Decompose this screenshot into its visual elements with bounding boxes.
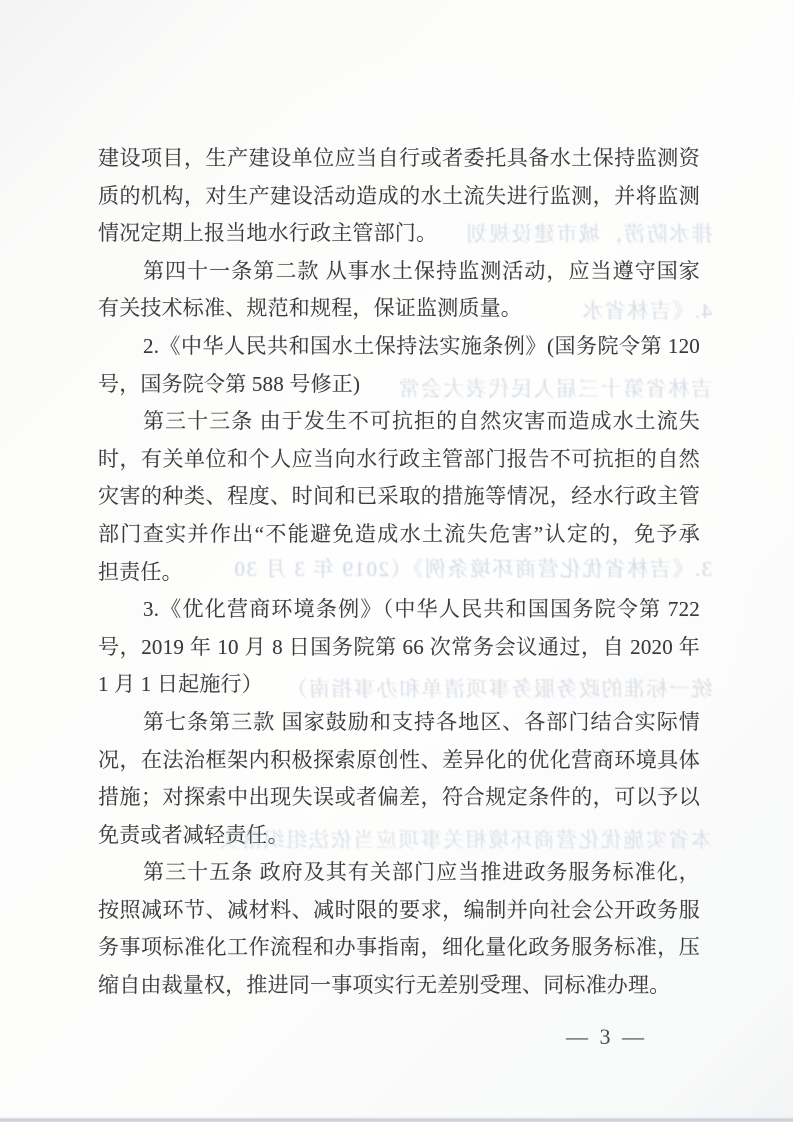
document-line: 情况定期上报当地水行政主管部门。 bbox=[98, 221, 438, 246]
document-line: 免责或者减轻责任。 bbox=[98, 822, 289, 847]
document-line: 1 月 1 日起施行） bbox=[98, 672, 263, 697]
document-line: 缩自由裁量权，推进同一事项实行无差别受理、同标准办理。 bbox=[98, 973, 671, 998]
document-line: 况，在法治框架内积极探索原创性、差异化的优化营商环境具体 bbox=[98, 747, 700, 772]
bleed-through-text: 排水防涝，城市建设规划 bbox=[464, 222, 712, 246]
page-number: — 3 — bbox=[566, 1024, 647, 1049]
scan-edge-artifact bbox=[0, 1117, 793, 1122]
document-line: 按照减环节、减材料、减时限的要求，编制并向社会公开政务服 bbox=[98, 897, 700, 922]
document-line: 建设项目，生产建设单位应当自行或者委托具备水土保持监测资 bbox=[98, 146, 700, 170]
document-line: 时，有关单位和个人应当向水行政主管部门报告不可抗拒的自然 bbox=[98, 446, 700, 471]
document-body bbox=[98, 140, 700, 1005]
document-line: 质的机构，对生产建设活动造成的水土流失进行监测，并将监测 bbox=[98, 183, 700, 208]
document-line: 灾害的种类、程度、时间和已采取的措施等情况，经水行政主管 bbox=[98, 484, 700, 509]
document-line: 第三十三条 由于发生不可抗拒的自然灾害而造成水土流失 bbox=[143, 409, 700, 434]
bleed-through-text: 4.《吉林省水 bbox=[580, 299, 712, 323]
document-line: 务事项标准化工作流程和办事指南，细化量化政务服务标准，压 bbox=[98, 935, 700, 960]
bleed-through-text: 吉林省第十三届人民代表大会常 bbox=[397, 377, 712, 401]
bleed-through-text: 统一标准的政务服务事项清单和办事指南） bbox=[284, 677, 712, 701]
bleed-through-text: 3.《吉林省优化营商环境条例》（2019 年 3 月 30 bbox=[232, 557, 712, 581]
document-line: 第四十一条第二款 从事水土保持监测活动，应当遵守国家 bbox=[143, 258, 700, 283]
document-line: 第七条第三款 国家鼓励和支持各地区、各部门结合实际情 bbox=[143, 709, 700, 734]
document-line: 第三十五条 政府及其有关部门应当推进政务服务标准化， bbox=[143, 860, 700, 885]
document-line: 3.《优化营商环境条例》（中华人民共和国国务院令第 722 bbox=[143, 597, 700, 622]
document-line: 措施；对探索中出现失误或者偏差，符合规定条件的，可以予以 bbox=[98, 785, 700, 810]
document-line: 号，2019 年 10 月 8 日国务院第 66 次常务会议通过，自 2020 年 bbox=[98, 634, 700, 659]
document-line: 部门查实并作出“不能避免造成水土流失危害”认定的，免予承 bbox=[98, 521, 700, 546]
document-line: 有关技术标准、规范和规程，保证监测质量。 bbox=[98, 296, 522, 321]
document-line: 2.《中华人民共和国水土保持法实施条例》(国务院令第 120 bbox=[143, 333, 700, 358]
document-line: 担责任。 bbox=[98, 559, 183, 584]
bleed-through-text: 本省实施优化营商环境相关事项应当依法组织落实 bbox=[217, 828, 712, 852]
document-line: 号，国务院令第 588 号修正) bbox=[98, 371, 361, 396]
